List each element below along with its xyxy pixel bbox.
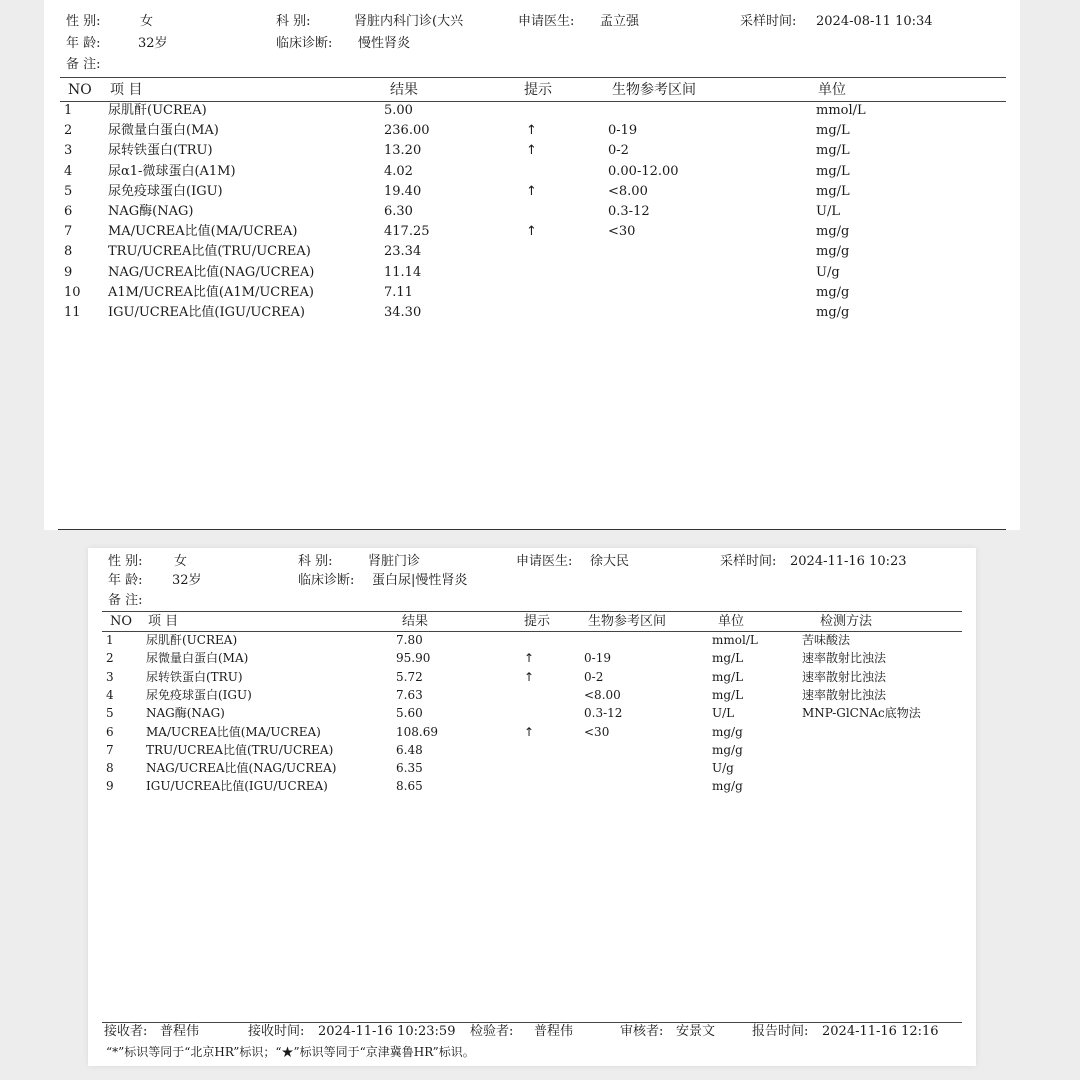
cell-unit: mg/L	[816, 163, 850, 179]
table-row	[44, 184, 1020, 204]
cell-hint: ↑	[524, 651, 535, 666]
cell-unit: mg/g	[712, 779, 743, 794]
table-row	[44, 204, 1020, 224]
cell-no: 4	[106, 687, 114, 702]
cell-method: 苦味酸法	[802, 633, 851, 647]
cell-no: 2	[106, 651, 114, 666]
cell-result: 5.72	[396, 669, 423, 684]
cell-result: 6.35	[396, 761, 423, 776]
receive-time-value: 2024-11-16 10:23:59	[318, 1024, 456, 1039]
cell-item: NAG/UCREA比值(NAG/UCREA)	[146, 761, 337, 776]
cell-range: 0.3-12	[584, 706, 623, 721]
col-method: 检测方法	[820, 614, 873, 629]
cell-unit: mmol/L	[816, 103, 866, 118]
cell-no: 7	[64, 224, 73, 240]
col-no: NO	[110, 614, 133, 629]
col-result: 结果	[402, 614, 429, 629]
doctor-value: 孟立强	[600, 14, 640, 29]
cell-no: 10	[64, 284, 81, 300]
table-row	[44, 123, 1020, 143]
cell-unit: mmol/L	[712, 633, 758, 647]
cell-item: TRU/UCREA比值(TRU/UCREA)	[146, 742, 334, 757]
table-top-rule	[60, 77, 1006, 78]
cell-no: 5	[64, 183, 73, 199]
gender-label: 性 别:	[66, 14, 101, 29]
cell-no: 8	[64, 244, 73, 260]
cell-unit: U/L	[712, 706, 735, 721]
diagnosis-value: 蛋白尿|慢性肾炎	[372, 573, 468, 588]
cell-unit: mg/g	[816, 244, 850, 260]
table-row	[88, 743, 976, 761]
lab-report-2	[88, 548, 976, 1066]
cell-unit: U/L	[816, 204, 840, 219]
table-row	[44, 305, 1020, 325]
cell-result: 7.80	[396, 633, 423, 647]
table-row	[88, 761, 976, 779]
report-time-value: 2024-11-16 12:16	[822, 1024, 939, 1039]
table-row	[88, 688, 976, 706]
cell-item: 尿免疫球蛋白(IGU)	[146, 687, 252, 702]
dept-value: 肾脏门诊	[368, 554, 421, 569]
doctor-label: 申请医生:	[518, 14, 575, 29]
cell-no: 2	[64, 123, 73, 139]
col-range: 生物参考区间	[588, 614, 667, 629]
cell-no: 6	[106, 724, 114, 739]
cell-item: NAG酶(NAG)	[146, 706, 225, 721]
cell-item: IGU/UCREA比值(IGU/UCREA)	[146, 779, 328, 794]
age-label: 年 龄:	[108, 573, 143, 588]
cell-unit: mg/L	[712, 651, 744, 666]
cell-unit: mg/L	[712, 669, 744, 684]
cell-range: 0-19	[584, 651, 611, 666]
cell-result: 5.60	[396, 706, 423, 721]
doctor-label: 申请医生:	[516, 554, 573, 569]
cell-hint: ↑	[526, 224, 537, 240]
cell-unit: mg/L	[816, 143, 850, 159]
table-row	[44, 265, 1020, 285]
cell-no: 8	[106, 761, 114, 776]
cell-no: 6	[64, 204, 73, 219]
cell-no: 1	[64, 103, 73, 118]
cell-result: 4.02	[384, 163, 413, 179]
diagnosis-label: 临床诊断:	[298, 573, 355, 588]
cell-no: 7	[106, 742, 114, 757]
cell-unit: mg/L	[816, 123, 850, 139]
cell-no: 3	[106, 669, 114, 684]
table-row	[44, 244, 1020, 264]
cell-unit: mg/g	[712, 724, 743, 739]
table-row	[44, 285, 1020, 305]
cell-item: 尿微量白蛋白(MA)	[108, 123, 219, 139]
table-row	[88, 651, 976, 669]
cell-range: 0-2	[608, 143, 629, 159]
cell-result: 19.40	[384, 183, 422, 199]
cell-unit: mg/L	[712, 687, 744, 702]
cell-no: 9	[64, 264, 73, 280]
gender-value: 女	[174, 554, 188, 569]
cell-no: 9	[106, 779, 114, 794]
lab-report-1	[44, 0, 1020, 530]
cell-method: 速率散射比浊法	[802, 687, 887, 702]
cell-item: A1M/UCREA比值(A1M/UCREA)	[108, 284, 314, 300]
table-header-rule	[102, 631, 962, 632]
gender-value: 女	[140, 14, 154, 29]
cell-range: 0.3-12	[608, 204, 650, 219]
age-value: 32岁	[138, 36, 168, 51]
tester-label: 检验者:	[470, 1024, 514, 1039]
cell-hint: ↑	[526, 183, 537, 199]
cell-item: NAG酶(NAG)	[108, 204, 194, 219]
sample-time-label: 采样时间:	[740, 14, 797, 29]
table-header-rule	[60, 101, 1006, 102]
reviewer-label: 审核者:	[620, 1024, 664, 1039]
cell-unit: U/g	[712, 761, 734, 776]
cell-range: 0.00-12.00	[608, 163, 679, 179]
cell-unit: mg/g	[816, 305, 850, 320]
table-row	[88, 725, 976, 743]
cell-item: IGU/UCREA比值(IGU/UCREA)	[108, 305, 305, 320]
cell-item: 尿转铁蛋白(TRU)	[146, 669, 243, 684]
receiver-value: 普程伟	[160, 1024, 200, 1039]
cell-item: 尿肌酐(UCREA)	[108, 103, 207, 118]
cell-unit: mg/L	[816, 183, 850, 199]
diagnosis-label: 临床诊断:	[276, 36, 333, 51]
col-hint: 提示	[524, 82, 552, 98]
note-label: 备 注:	[66, 57, 101, 72]
table-row	[44, 164, 1020, 184]
cell-range: 0-2	[584, 669, 604, 684]
report-divider	[58, 529, 1006, 530]
reviewer-value: 安景文	[676, 1024, 716, 1039]
cell-item: 尿α1-微球蛋白(A1M)	[108, 163, 236, 179]
cell-item: NAG/UCREA比值(NAG/UCREA)	[108, 264, 315, 280]
cell-method: MNP-GlCNAc底物法	[802, 706, 921, 721]
dept-label: 科 别:	[298, 554, 333, 569]
col-result: 结果	[390, 82, 418, 98]
col-item: 项 目	[110, 82, 143, 98]
gender-label: 性 别:	[108, 554, 143, 569]
cell-result: 6.48	[396, 742, 423, 757]
cell-item: 尿免疫球蛋白(IGU)	[108, 183, 223, 199]
cell-result: 34.30	[384, 305, 422, 320]
dept-label: 科 别:	[276, 14, 311, 29]
col-item: 项 目	[148, 614, 179, 629]
cell-range: <30	[584, 724, 610, 739]
cell-method: 速率散射比浊法	[802, 669, 887, 684]
cell-unit: mg/g	[816, 224, 850, 240]
cell-result: 236.00	[384, 123, 430, 139]
cell-range: <8.00	[608, 183, 648, 199]
cell-item: MA/UCREA比值(MA/UCREA)	[146, 724, 321, 739]
table-row	[44, 103, 1020, 123]
cell-item: 尿微量白蛋白(MA)	[146, 651, 249, 666]
table-row	[88, 779, 976, 797]
cell-result: 6.30	[384, 204, 413, 219]
col-unit: 单位	[818, 82, 846, 98]
cell-result: 8.65	[396, 779, 423, 794]
cell-result: 7.63	[396, 687, 423, 702]
sample-time-value: 2024-11-16 10:23	[790, 554, 907, 569]
cell-item: 尿肌酐(UCREA)	[146, 633, 238, 647]
footer-note: “*”标识等同于“北京HR”标识；“★”标识等同于“京津冀鲁HR”标识。	[106, 1045, 475, 1059]
col-no: NO	[68, 82, 92, 98]
cell-no: 1	[106, 633, 114, 647]
note-label: 备 注:	[108, 593, 143, 608]
table-row	[44, 224, 1020, 244]
cell-no: 4	[64, 163, 73, 179]
cell-range: <8.00	[584, 687, 621, 702]
col-hint: 提示	[524, 614, 551, 629]
sample-time-value: 2024-08-11 10:34	[816, 14, 933, 29]
cell-range: <30	[608, 224, 636, 240]
footer-rule	[102, 1022, 962, 1023]
cell-result: 417.25	[384, 224, 430, 240]
receiver-label: 接收者:	[104, 1024, 148, 1039]
col-range: 生物参考区间	[612, 82, 696, 98]
cell-item: MA/UCREA比值(MA/UCREA)	[108, 224, 298, 240]
cell-no: 11	[64, 305, 81, 320]
cell-unit: mg/g	[816, 284, 850, 300]
cell-result: 7.11	[384, 284, 413, 300]
age-label: 年 龄:	[66, 36, 101, 51]
doctor-value: 徐大民	[590, 554, 630, 569]
cell-item: TRU/UCREA比值(TRU/UCREA)	[108, 244, 311, 260]
cell-unit: mg/g	[712, 742, 743, 757]
cell-item: 尿转铁蛋白(TRU)	[108, 143, 213, 159]
tester-value: 普程伟	[534, 1024, 574, 1039]
cell-result: 13.20	[384, 143, 422, 159]
table-row	[88, 706, 976, 724]
table-row	[88, 633, 976, 651]
cell-no: 3	[64, 143, 73, 159]
cell-unit: U/g	[816, 264, 840, 280]
dept-value: 肾脏内科门诊(大兴	[354, 14, 464, 29]
diagnosis-value: 慢性肾炎	[358, 36, 411, 51]
receive-time-label: 接收时间:	[248, 1024, 305, 1039]
col-unit: 单位	[718, 614, 745, 629]
cell-no: 5	[106, 706, 114, 721]
cell-result: 5.00	[384, 103, 413, 118]
cell-hint: ↑	[524, 669, 535, 684]
cell-result: 108.69	[396, 724, 438, 739]
age-value: 32岁	[172, 573, 202, 588]
table-top-rule	[102, 611, 962, 612]
cell-result: 23.34	[384, 244, 422, 260]
cell-hint: ↑	[526, 123, 537, 139]
sample-time-label: 采样时间:	[720, 554, 777, 569]
cell-method: 速率散射比浊法	[802, 651, 887, 666]
cell-result: 11.14	[384, 264, 422, 280]
table-row	[88, 670, 976, 688]
cell-hint: ↑	[524, 724, 535, 739]
report-time-label: 报告时间:	[752, 1024, 809, 1039]
cell-hint: ↑	[526, 143, 537, 159]
cell-result: 95.90	[396, 651, 431, 666]
table-row	[44, 143, 1020, 163]
cell-range: 0-19	[608, 123, 638, 139]
